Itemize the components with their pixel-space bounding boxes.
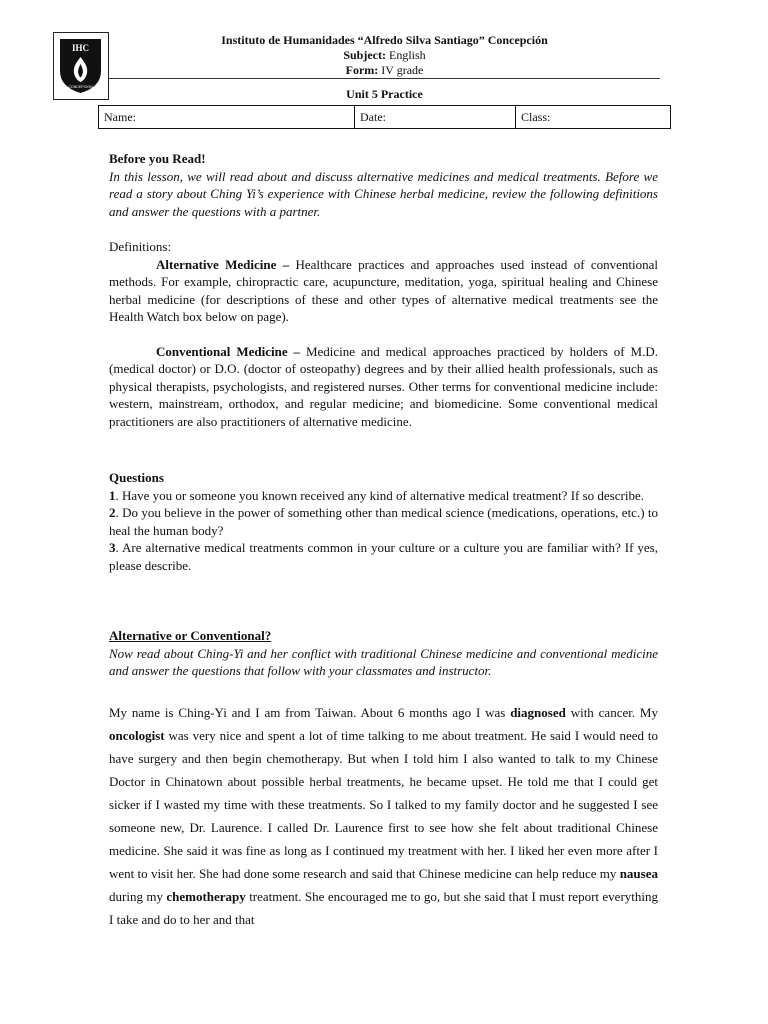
logo-text: IHC — [71, 43, 90, 53]
definition-conventional: Conventional Medicine – Medicine and medical approaches practiced by holders of M.D. (medical doctor) or D.O. (doctor of osteopathy) degrees and by their allied health professionals, such as physical therapists, psychologists, and registered nurses. Other terms for conventional medicine include: western, mainstream, orthodox, and regular medicine; and biomedicine. Some conventional medical practitioners are also practitioners of alternative medicine. — [109, 343, 658, 429]
logo-motto: CONCEPCION — [68, 85, 93, 89]
header-divider — [109, 78, 660, 79]
before-read-section — [109, 150, 658, 220]
unit-title: Unit 5 Practice — [346, 87, 423, 101]
form-line: Form: IV grade — [345, 63, 424, 77]
subject-line: Subject: English — [343, 48, 426, 62]
story-body — [109, 701, 658, 931]
student-info-table — [98, 105, 671, 129]
story-heading: Alternative or Conventional? — [109, 628, 272, 643]
school-logo — [53, 32, 109, 100]
before-read-intro: In this lesson, we will read about and discuss alternative medicines and medical treatments. Before we read a story about Ching Yi’s experience with Chinese herbal medicine, review the following definitions and answer the questions with a partner. — [109, 168, 658, 219]
questions-section — [109, 469, 658, 574]
definitions-label: Definitions: — [109, 239, 172, 254]
story-header — [109, 627, 658, 680]
institute-name: Instituto de Humanidades “Alfredo Silva Santiago” Concepción — [221, 33, 548, 47]
definitions-section — [109, 238, 658, 430]
story-intro: Now read about Ching-Yi and her conflict with traditional Chinese medicine and conventional medicine and answer the questions that follow with your classmates and instructor. — [109, 645, 658, 678]
question-item: 1. Have you or someone you known received any kind of alternative medical treatment? If so describe. — [109, 487, 644, 503]
question-item: 2. Do you believe in the power of something other than medical science (medications, operations, etc.) to heal the human body? — [109, 505, 658, 538]
before-read-heading: Before you Read! — [109, 151, 206, 166]
class-field[interactable]: Class: — [516, 106, 671, 129]
definition-alternative: Alternative Medicine – Healthcare practices and approaches used instead of conventional methods. For example, chiropractic care, acupuncture, meditation, yoga, spiritual healing and Chinese herbal medicine (for descriptions of these and other types of alternative medical treatments see the Health Watch box below on page). — [109, 256, 658, 324]
questions-heading: Questions — [109, 470, 164, 485]
story-paragraph: My name is Ching-Yi and I am from Taiwan. About 6 months ago I was diagnosed with cancer. My oncologist was very nice and spent a lot of time talking to me about treatment. He said I would need to have surgery and then begin chemotherapy. But when I told him I also wanted to talk to my Chinese Doctor in Chinatown about possible herbal treatments, he became upset. He told me that I could get sicker if I wasted my time with these treatments. So I talked to my family doctor and he suggested I see someone new, Dr. Laurence. I called Dr. Laurence first to see how she felt about traditional Chinese medicine. She said it was fine as long as I continued my treatment with her. I liked her even more after I went to visit her. She had done some research and said that Chinese medicine can help reduce my nausea during my chemotherapy treatment. She encouraged me to go, but she said that I must report everything I take and do to her and that — [109, 705, 658, 927]
date-field[interactable]: Date: — [355, 106, 516, 129]
name-field[interactable]: Name: — [99, 106, 355, 129]
question-item: 3. Are alternative medical treatments common in your culture or a culture you are familiar with? If yes, please describe. — [109, 540, 658, 573]
